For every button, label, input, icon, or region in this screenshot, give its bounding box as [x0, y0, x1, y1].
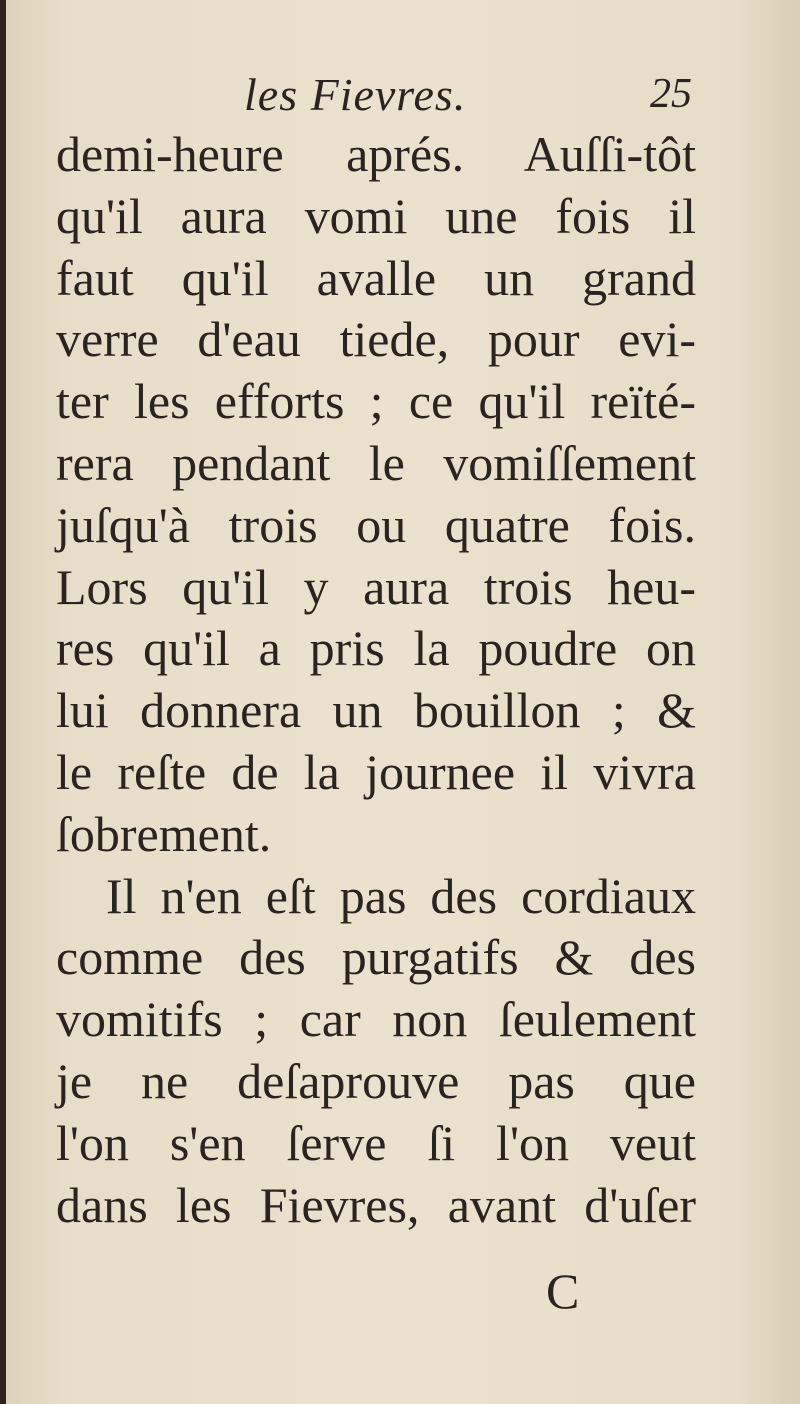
text-line: ter les efforts ; ce qu'il reïté- [56, 373, 696, 430]
signature-mark: C [546, 1263, 580, 1319]
text-line: le reſte de la journee il vivra [56, 743, 696, 800]
page-number: 25 [650, 71, 692, 117]
text-line: rera pendant le vomiſſement [56, 434, 696, 491]
body-text [56, 124, 696, 1236]
text-line: faut qu'il avalle un grand [56, 249, 696, 306]
text-line: lui donnera un bouillon ; & [56, 682, 696, 739]
text-line: dans les Fievres, avant d'uſer [56, 1176, 696, 1233]
running-title: les Fievres. [244, 69, 467, 120]
text-line: comme des purgatifs & des [56, 929, 696, 986]
text-line: Lors qu'il y aura trois heu- [56, 558, 696, 615]
text-line: ſobrement. [56, 805, 272, 862]
text-line: Il n'en eſt pas des cordiaux [106, 867, 696, 924]
text-line: vomitifs ; car non ſeulement [56, 991, 696, 1048]
text-line: l'on s'en ſerve ſi l'on veut [56, 1114, 696, 1171]
text-line: res qu'il a pris la poudre on [56, 620, 696, 677]
text-line: verre d'eau tiede, pour evi- [56, 311, 696, 368]
text-line: je ne deſaprouve pas que [56, 1052, 696, 1109]
text-line: juſqu'à trois ou quatre fois. [56, 496, 696, 553]
text-line: demi-heure aprés. Auſſi-tôt [56, 126, 696, 182]
book-page [6, 0, 800, 1404]
page-header [54, 68, 694, 132]
text-line: qu'il aura vomi une fois il [56, 187, 696, 244]
